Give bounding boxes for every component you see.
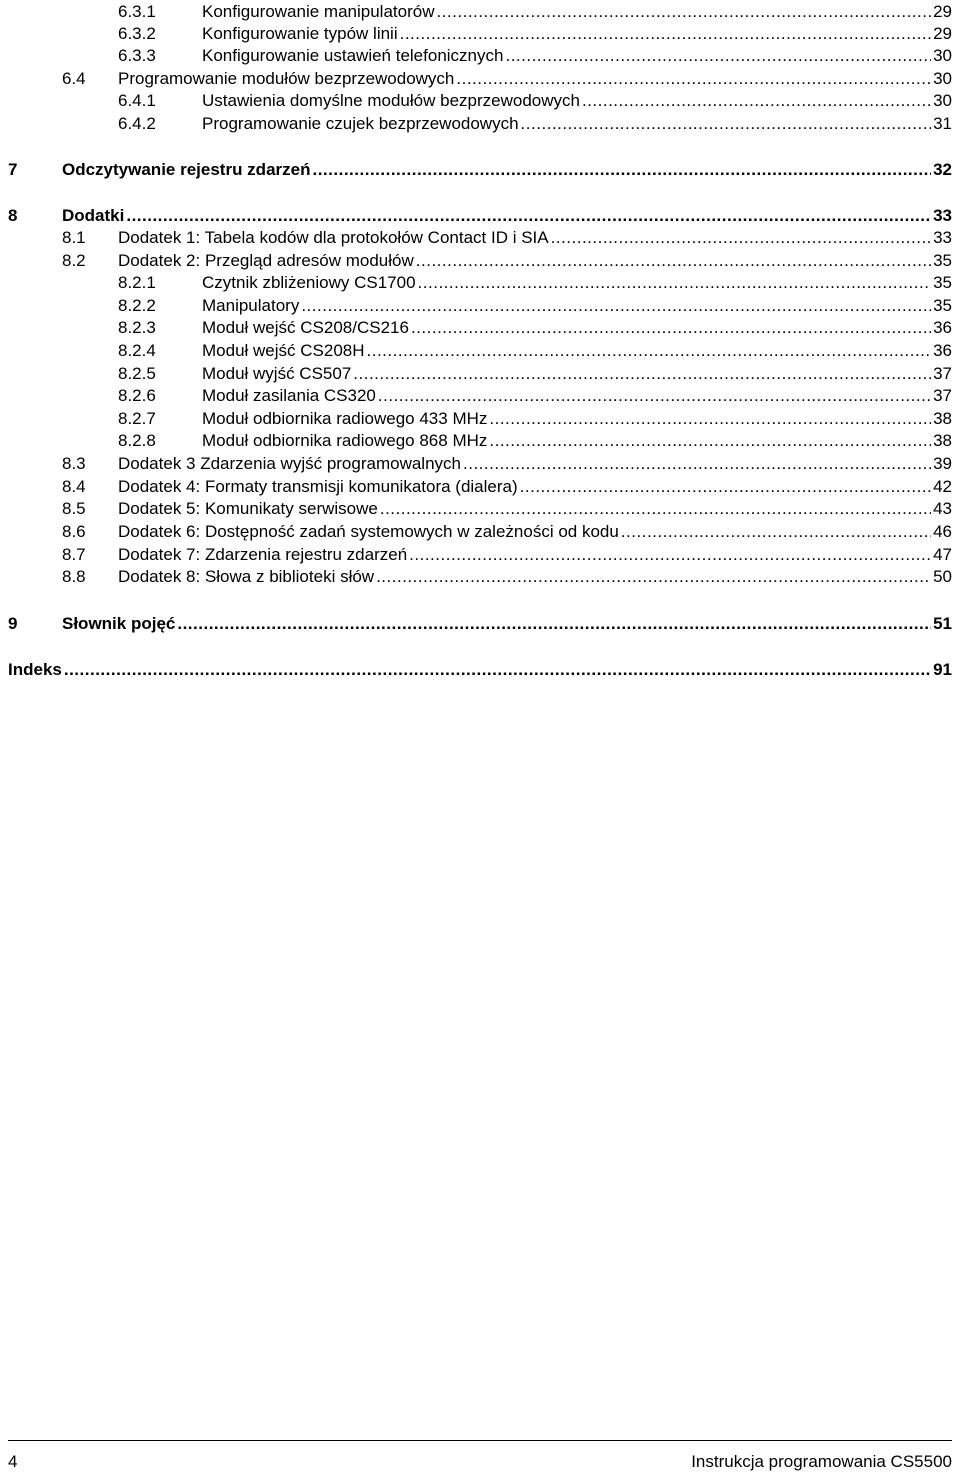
toc-entry-title: Dodatek 8: Słowa z biblioteki słów	[118, 567, 375, 586]
toc-entry[interactable]	[62, 545, 952, 565]
toc-entry-page: 32	[933, 160, 952, 179]
toc-dot-leader	[416, 251, 931, 271]
toc-entry[interactable]	[62, 477, 952, 497]
toc-entry-title: Konfigurowanie manipulatorów	[202, 2, 435, 21]
toc-dot-leader	[582, 91, 931, 111]
toc-entry-page: 42	[933, 477, 952, 496]
toc-entry-title: Dodatek 5: Komunikaty serwisowe	[118, 499, 378, 518]
toc-entry-number: 9	[8, 614, 18, 633]
toc-entry[interactable]	[118, 296, 952, 316]
toc-entry[interactable]	[8, 206, 952, 226]
toc-entry-number: 8.2.1	[118, 273, 156, 292]
toc-entry-page: 29	[933, 2, 952, 21]
toc-entry[interactable]	[62, 454, 952, 474]
toc-dot-leader	[521, 114, 932, 134]
toc-dot-leader	[301, 296, 931, 316]
toc-dot-leader	[378, 386, 931, 406]
toc-entry-page: 50	[933, 567, 952, 586]
toc-entry[interactable]	[118, 24, 952, 44]
toc-entry[interactable]	[8, 614, 952, 634]
toc-entry[interactable]	[62, 499, 952, 519]
toc-entry-title: Konfigurowanie ustawień telefonicznych	[202, 46, 504, 65]
toc-dot-leader	[520, 477, 931, 497]
toc-dot-leader	[353, 364, 931, 384]
toc-entry-number: 8.2.4	[118, 341, 156, 360]
toc-entry-title: Konfigurowanie typów linii	[202, 24, 398, 43]
toc-dot-leader	[367, 341, 932, 361]
toc-entry-title: Moduł odbiornika radiowego 433 MHz	[202, 409, 488, 428]
toc-entry-title: Moduł wejść CS208/CS216	[202, 318, 409, 337]
toc-entry[interactable]	[118, 2, 952, 22]
toc-entry-number: 8.1	[62, 228, 86, 247]
toc-entry[interactable]	[62, 251, 952, 271]
toc-entry-page: 31	[933, 114, 952, 133]
toc-entry-title: Dodatek 3 Zdarzenia wyjść programowalnych	[118, 454, 461, 473]
toc-dot-leader	[489, 409, 931, 429]
toc-entry-title: Dodatek 2: Przegląd adresów modułów	[118, 251, 414, 270]
toc-entry-number: 8.8	[62, 567, 86, 586]
toc-entry-title: Programowanie modułów bezprzewodowych	[118, 69, 455, 88]
toc-entry-title: Indeks	[8, 660, 62, 679]
toc-dot-leader	[436, 2, 931, 22]
toc-entry[interactable]	[62, 567, 952, 587]
toc-entry[interactable]	[118, 409, 952, 429]
toc-entry[interactable]	[118, 364, 952, 384]
footer-page-number: 4	[8, 1452, 18, 1471]
toc-dot-leader	[177, 614, 931, 634]
toc-entry-title: Ustawienia domyślne modułów bezprzewodowych	[202, 91, 580, 110]
toc-entry[interactable]	[62, 522, 952, 542]
toc-entry-page: 43	[933, 499, 952, 518]
toc-entry-page: 38	[933, 409, 952, 428]
toc-dot-leader	[312, 160, 931, 180]
toc-entry[interactable]	[8, 160, 952, 180]
toc-entry-number: 6.4.2	[118, 114, 156, 133]
toc-entry-title: Dodatki	[62, 206, 125, 225]
toc-entry-number: 8.2.2	[118, 296, 156, 315]
toc-dot-leader	[418, 273, 932, 293]
toc-entry-number: 8.2.6	[118, 386, 156, 405]
toc-entry-page: 36	[933, 318, 952, 337]
toc-entry[interactable]	[62, 228, 952, 248]
toc-entry-title: Odczytywanie rejestru zdarzeń	[62, 160, 311, 179]
toc-entry-page: 30	[933, 69, 952, 88]
toc-entry-number: 6.4	[62, 69, 86, 88]
toc-entry-title: Moduł zasilania CS320	[202, 386, 376, 405]
toc-dot-leader	[409, 545, 931, 565]
toc-dot-leader	[505, 46, 931, 66]
toc-entry-number: 8.3	[62, 454, 86, 473]
toc-dot-leader	[489, 431, 931, 451]
footer-divider	[8, 1440, 952, 1441]
toc-entry-number: 8.6	[62, 522, 86, 541]
toc-entry-title: Programowanie czujek bezprzewodowych	[202, 114, 519, 133]
toc-entry-number: 6.3.1	[118, 2, 156, 21]
toc-dot-leader	[64, 660, 931, 680]
toc-entry-number: 6.3.3	[118, 46, 156, 65]
toc-entry-page: 39	[933, 454, 952, 473]
toc-entry-number: 8.5	[62, 499, 86, 518]
toc-entry-number: 8.2.3	[118, 318, 156, 337]
toc-entry-title: Moduł odbiornika radiowego 868 MHz	[202, 431, 488, 450]
toc-entry-page: 33	[933, 228, 952, 247]
toc-entry-number: 8	[8, 206, 18, 225]
toc-entry-page: 35	[933, 251, 952, 270]
toc-entry-title: Dodatek 1: Tabela kodów dla protokołów Contact ID i SIA	[118, 228, 549, 247]
toc-entry-number: 8.2.7	[118, 409, 156, 428]
toc-entry[interactable]	[118, 386, 952, 406]
toc-entry-title: Dodatek 6: Dostępność zadań systemowych w zależności od kodu	[118, 522, 619, 541]
toc-entry-page: 91	[933, 660, 952, 679]
toc-entry-title: Manipulatory	[202, 296, 300, 315]
toc-entry-number: 8.4	[62, 477, 86, 496]
toc-dot-leader	[463, 454, 931, 474]
toc-entry-page: 35	[933, 296, 952, 315]
toc-entry-page: 37	[933, 386, 952, 405]
toc-entry-page: 30	[933, 91, 952, 110]
toc-entry-title: Dodatek 4: Formaty transmisji komunikatora (dialera)	[118, 477, 518, 496]
toc-dot-leader	[456, 69, 931, 89]
toc-entry-title: Moduł wyjść CS507	[202, 364, 352, 383]
toc-entry[interactable]	[118, 273, 952, 293]
toc-entry-page: 36	[933, 341, 952, 360]
toc-entry-number: 8.2.5	[118, 364, 156, 383]
toc-entry[interactable]	[118, 46, 952, 66]
toc-dot-leader	[126, 206, 931, 226]
toc-entry-page: 30	[933, 46, 952, 65]
toc-entry[interactable]	[118, 341, 952, 361]
toc-entry-page: 35	[933, 273, 952, 292]
footer-document-title: Instrukcja programowania CS5500	[691, 1452, 952, 1471]
toc-entry-page: 37	[933, 364, 952, 383]
toc-entry-title: Moduł wejść CS208H	[202, 341, 365, 360]
toc-dot-leader	[376, 567, 931, 587]
toc-dot-leader	[621, 522, 931, 542]
toc-entry[interactable]	[8, 660, 952, 680]
toc-entry-number: 8.2.8	[118, 431, 156, 450]
toc-entry-number: 6.4.1	[118, 91, 156, 110]
toc-entry-page: 29	[933, 24, 952, 43]
toc-entry[interactable]	[118, 114, 952, 134]
toc-entry-number: 7	[8, 160, 18, 179]
toc-entry-page: 51	[933, 614, 952, 633]
toc-entry[interactable]	[118, 91, 952, 111]
toc-entry-number: 8.7	[62, 545, 86, 564]
toc-dot-leader	[380, 499, 931, 519]
toc-entry-page: 33	[933, 206, 952, 225]
toc-entry-number: 6.3.2	[118, 24, 156, 43]
toc-entry-page: 47	[933, 545, 952, 564]
toc-entry[interactable]	[118, 431, 952, 451]
toc-entry-page: 46	[933, 522, 952, 541]
toc-dot-leader	[400, 24, 931, 44]
toc-entry-title: Słownik pojęć	[62, 614, 176, 633]
toc-entry[interactable]	[62, 69, 952, 89]
toc-dot-leader	[551, 228, 931, 248]
toc-entry-title: Dodatek 7: Zdarzenia rejestru zdarzeń	[118, 545, 408, 564]
toc-entry-page: 38	[933, 431, 952, 450]
toc-entry-number: 8.2	[62, 251, 86, 270]
toc-entry-title: Czytnik zbliżeniowy CS1700	[202, 273, 416, 292]
toc-dot-leader	[411, 318, 931, 338]
toc-entry[interactable]	[118, 318, 952, 338]
